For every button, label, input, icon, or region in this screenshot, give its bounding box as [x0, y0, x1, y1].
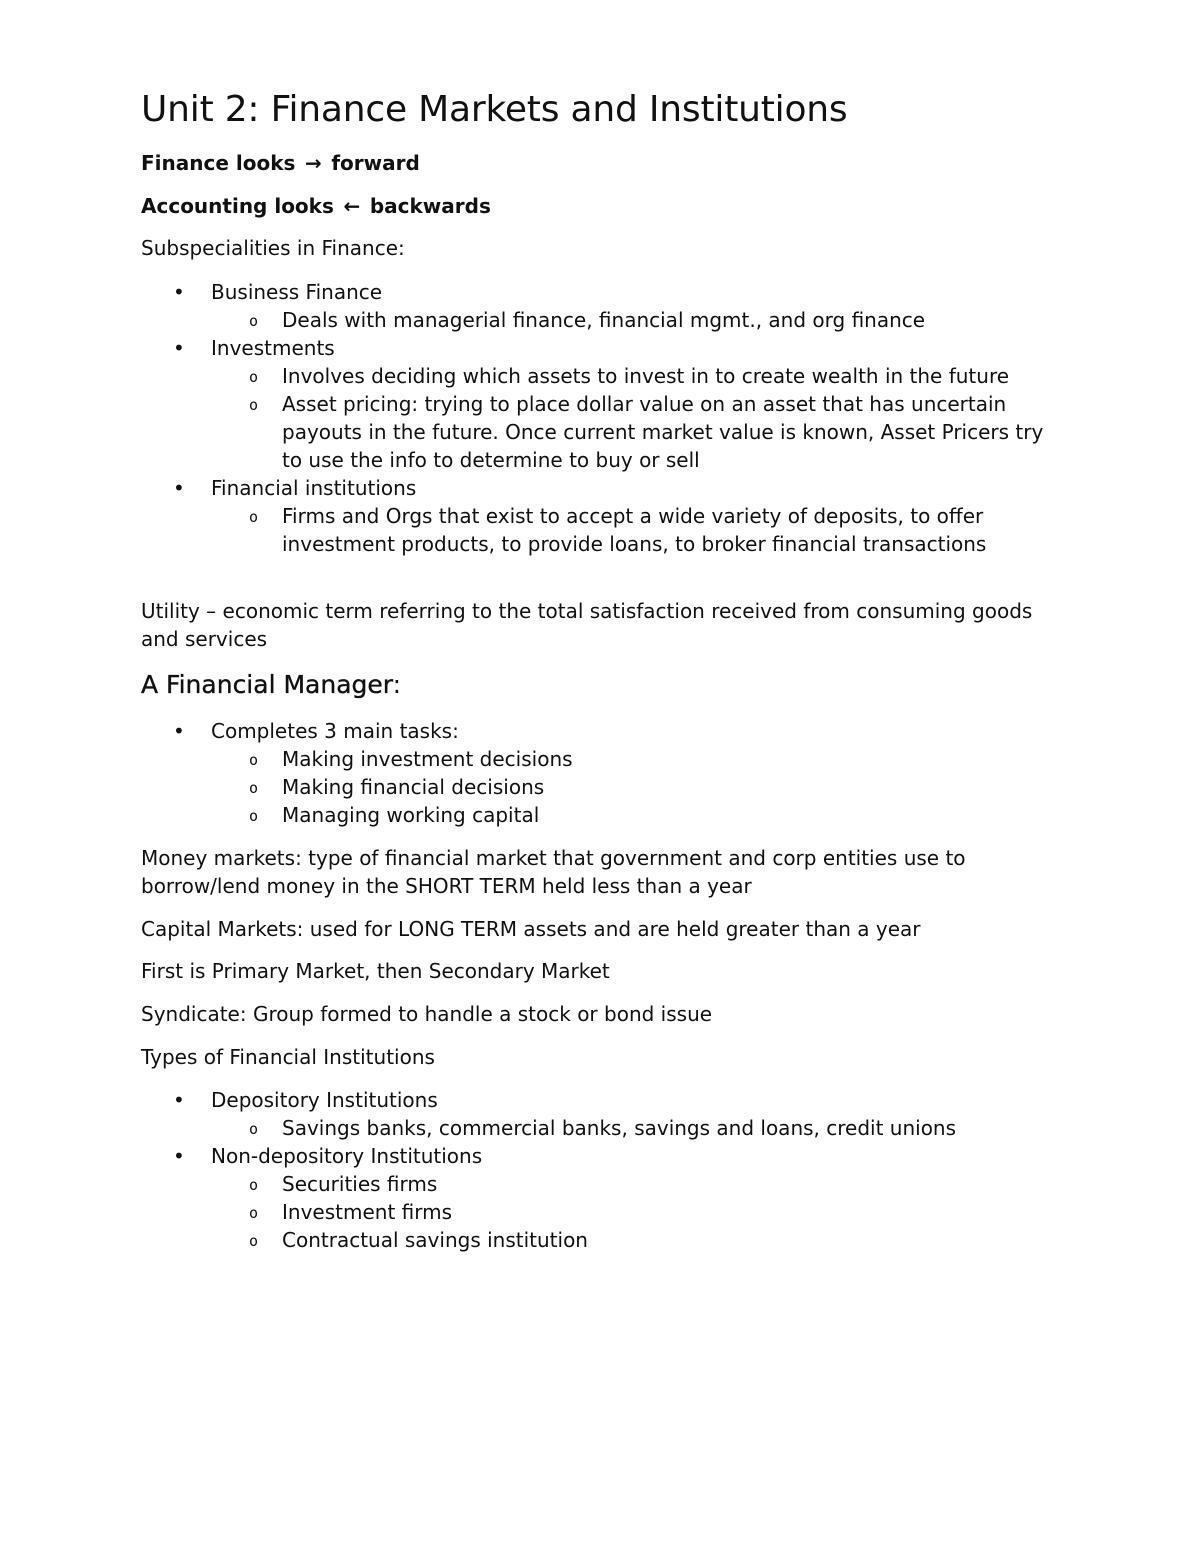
sub-bullet-icon: o: [249, 312, 259, 330]
bullet-icon: •: [173, 336, 185, 360]
financial-manager-heading-colon: :: [392, 670, 402, 699]
sub-list-item-text: Contractual savings institution: [282, 1228, 588, 1252]
financial-manager-heading: [141, 668, 401, 702]
list-item: [141, 278, 1061, 334]
list-item-label: Financial institutions: [211, 476, 417, 500]
sub-list-item-text: Deals with managerial finance, financial mgmt., and org finance: [282, 308, 926, 332]
sub-list-item: [141, 362, 1061, 390]
bullet-icon: •: [173, 476, 185, 500]
sub-list: [141, 502, 1061, 558]
sub-list-item-text: Securities firms: [282, 1172, 438, 1196]
sub-bullet-icon: o: [249, 508, 259, 526]
bullet-icon: •: [173, 280, 185, 304]
financial-manager-heading-text: A Financial Manager: [141, 670, 393, 699]
finance-looks-prefix: Finance looks: [141, 151, 296, 175]
list-item-label: Business Finance: [211, 280, 383, 304]
sub-list-item: [141, 801, 1061, 829]
list-item: [141, 1142, 1061, 1254]
sub-bullet-icon: o: [249, 1120, 259, 1138]
sub-list: [141, 1114, 1061, 1142]
sub-bullet-icon: o: [249, 807, 259, 825]
capital-markets-definition: Capital Markets: used for LONG TERM assets and are held greater than a year: [141, 917, 921, 941]
money-markets-definition: Money markets: type of financial market that government and corp entities use to borrow/lend money in the SHORT TERM held less than a year: [141, 846, 966, 898]
sub-bullet-icon: o: [249, 1232, 259, 1250]
sub-list-item: [141, 306, 1061, 334]
list-item: [141, 717, 1061, 829]
sub-bullet-icon: o: [249, 751, 259, 769]
sub-list-item-text: Asset pricing: trying to place dollar value on an asset that has uncertain payouts in the future. Once current market value is known, Asset Pricers try to use the info to determine to buy or sell: [282, 392, 1044, 472]
sub-list-item: [141, 1198, 1061, 1226]
sub-list-item: [141, 502, 1061, 558]
bullet-icon: •: [173, 1144, 185, 1168]
list-item: [141, 474, 1061, 558]
sub-list-item: [141, 1226, 1061, 1254]
syndicate-definition: Syndicate: Group formed to handle a stock or bond issue: [141, 1002, 713, 1026]
sub-list-item: [141, 390, 1061, 474]
list-item-label: Depository Institutions: [211, 1088, 438, 1112]
sub-list-item-text: Involves deciding which assets to invest in to create wealth in the future: [282, 364, 1010, 388]
bullet-icon: •: [173, 719, 185, 743]
page-title: Unit 2: Finance Markets and Institutions: [141, 89, 848, 130]
left-arrow-icon: ←: [343, 194, 361, 218]
sub-list-item-text: Investment firms: [282, 1200, 453, 1224]
list-item-label: Completes 3 main tasks:: [211, 719, 459, 743]
primary-secondary-market: First is Primary Market, then Secondary Market: [141, 959, 610, 983]
sub-list-item-text: Managing working capital: [282, 803, 540, 827]
list-item-label: Non-depository Institutions: [211, 1144, 483, 1168]
list-item: [141, 334, 1061, 474]
sub-list: [141, 1170, 1061, 1254]
subspecialities-list: [141, 278, 1061, 558]
utility-definition: Utility – economic term referring to the total satisfaction received from consuming goods and services: [141, 599, 1033, 651]
sub-bullet-icon: o: [249, 396, 259, 414]
sub-list-item-text: Making investment decisions: [282, 747, 573, 771]
sub-list-item: [141, 745, 1061, 773]
sub-list: [141, 306, 1061, 334]
financial-manager-list: [141, 717, 1061, 829]
sub-list-item: [141, 773, 1061, 801]
sub-list-item-text: Firms and Orgs that exist to accept a wide variety of deposits, to offer investment products, to provide loans, to broker financial transactions: [282, 504, 987, 556]
subspecialities-heading: Subspecialities in Finance:: [141, 236, 405, 260]
accounting-looks-suffix: backwards: [369, 194, 491, 218]
sub-list-item-text: Savings banks, commercial banks, savings and loans, credit unions: [282, 1116, 957, 1140]
sub-bullet-icon: o: [249, 1204, 259, 1222]
institution-types-list: [141, 1086, 1061, 1254]
sub-list-item: [141, 1170, 1061, 1198]
sub-list-item-text: Making financial decisions: [282, 775, 545, 799]
sub-list-item: [141, 1114, 1061, 1142]
sub-list: [141, 745, 1061, 829]
accounting-looks-line: [141, 193, 491, 219]
bullet-icon: •: [173, 1088, 185, 1112]
finance-looks-suffix: forward: [331, 151, 420, 175]
list-item-label: Investments: [211, 336, 335, 360]
sub-bullet-icon: o: [249, 779, 259, 797]
sub-bullet-icon: o: [249, 368, 259, 386]
sub-list: [141, 362, 1061, 474]
right-arrow-icon: →: [305, 151, 322, 175]
sub-bullet-icon: o: [249, 1176, 259, 1194]
types-heading: Types of Financial Institutions: [141, 1045, 435, 1069]
list-item: [141, 1086, 1061, 1142]
accounting-looks-prefix: Accounting looks: [141, 194, 334, 218]
finance-looks-line: [141, 150, 420, 176]
